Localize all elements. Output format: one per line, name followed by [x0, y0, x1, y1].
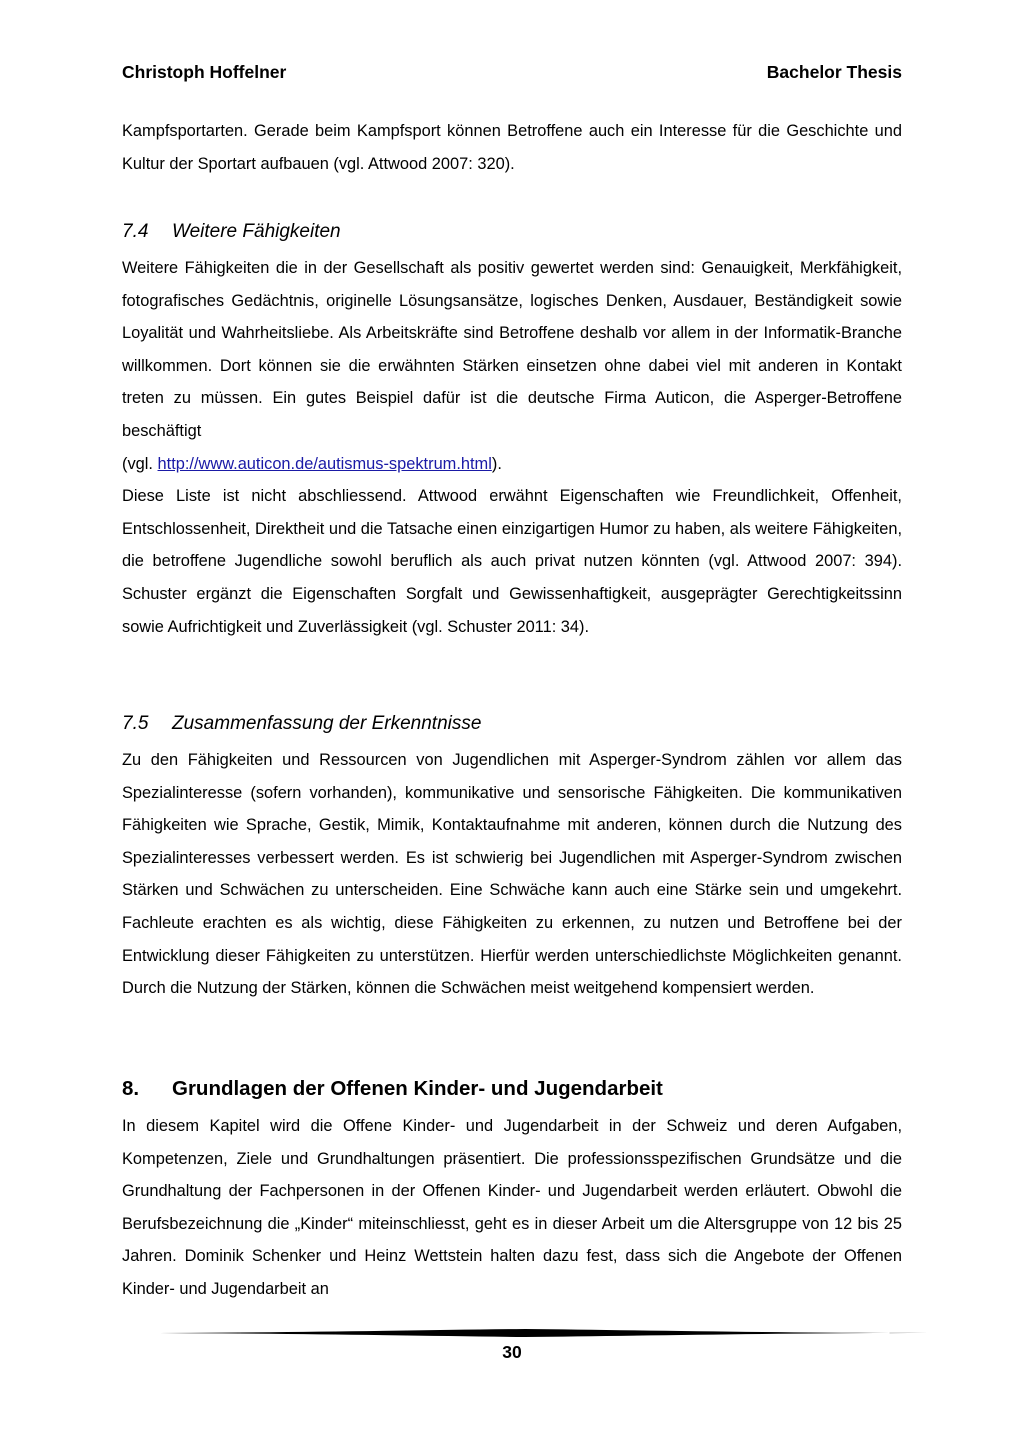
page-number: 30: [502, 1342, 522, 1362]
section-8-paragraph: In diesem Kapitel wird die Offene Kinder- und Jugendarbeit in der Schweiz und deren Aufgaben, Kompetenzen, Ziele und Grundhaltungen präsentiert. Die professionsspezifischen Grundsätze und die Grundhaltung der Fachpersonen in der Offenen Kinder- und Jugendarbeit werden erläutert. Obwohl die Berufsbezeichnung die „Kinder“ miteinschliesst, geht es in dieser Arbeit um die Altersgruppe von 12 bis 25 Jahren. Dominik Schenker und Heinz Wettstein halten dazu fest, dass sich die Angebote der Offenen Kinder- und Jugendarbeit an: [122, 1117, 902, 1298]
section-7-5-title: Zusammenfassung der Erkenntnisse: [172, 713, 482, 734]
intro-paragraph: Kampfsportarten. Gerade beim Kampfsport können Betroffene auch ein Interesse für die Geschichte und Kultur der Sportart aufbauen (vgl. Attwood 2007: 320).: [122, 122, 902, 173]
section-7-4-title: Weitere Fähigkeiten: [172, 221, 341, 242]
header-author: Christoph Hoffelner: [122, 62, 287, 82]
section-7-4-number: 7.4: [122, 221, 149, 242]
section-7-4-paragraph-1: [122, 252, 902, 643]
section-7-4-paragraph-2: Diese Liste ist nicht abschliessend. Attwood erwähnt Eigenschaften wie Freundlichkeit, Offenheit, Entschlossenheit, Direktheit und die Tatsache einen einzigartigen Humor zu haben, als weitere Fähigkeiten, die betroffene Jugendliche sowohl beruflich als auch privat nutzen könnten (vgl. Attwood 2007: 394). Schuster ergänzt die Eigenschaften Sorgfalt und Gewissenhaftigkeit, ausgeprägter Gerechtigkeitssinn sowie Aufrichtigkeit und Zuverlässigkeit (vgl. Schuster 2011: 34).: [122, 487, 902, 636]
footer-divider: [122, 1326, 928, 1340]
section-8-heading: [122, 1076, 663, 1102]
page-header: [122, 62, 902, 86]
section-7-4-citation: [122, 448, 902, 481]
section-7-5-number: 7.5: [122, 713, 149, 734]
citation-prefix: (vgl.: [122, 454, 158, 473]
section-7-4-paragraph-1-main: Weitere Fähigkeiten die in der Gesellschaft als positiv gewertet werden sind: Genauigkeit, Merkfähigkeit, fotografisches Gedächtnis, originelle Lösungsansätze, logisches Denken, Ausdauer, Beständigkeit sowie Loyalität und Wahrheitsliebe. Als Arbeitskräfte sind Betroffene deshalb vor allem in der Informatik-Branche willkommen. Dort können sie die erwähnten Stärken einsetzen ohne dabei viel mit anderen in Kontakt treten zu müssen. Ein gutes Beispiel dafür ist die deutsche Firma Auticon, die Asperger-Betroffene beschäftigt: [122, 259, 902, 440]
section-8-number: 8.: [122, 1077, 140, 1100]
citation-suffix: ).: [491, 454, 502, 473]
auticon-link[interactable]: http://www.auticon.de/autismus-spektrum.html: [157, 454, 492, 473]
section-8-title: Grundlagen der Offenen Kinder- und Jugendarbeit: [172, 1077, 663, 1100]
section-7-5-paragraph: Zu den Fähigkeiten und Ressourcen von Jugendlichen mit Asperger-Syndrom zählen vor allem das Spezialinteresse (sofern vorhanden), kommunikative und sensorische Fähigkeiten. Die kommunikativen Fähigkeiten wie Sprache, Gestik, Mimik, Kontaktaufnahme mit anderen, können durch die Nutzung des Spezialinteresses verbessert werden. Es ist schwierig bei Jugendlichen mit Asperger-Syndrom zwischen Stärken und Schwächen zu unterscheiden. Eine Schwäche kann auch eine Stärke sein und umgekehrt. Fachleute erachten es als wichtig, diese Fähigkeiten zu erkennen, zu nutzen und Betroffene bei der Entwicklung dieser Fähigkeiten zu unterstützen. Hierfür werden unterschiedlichste Möglichkeiten genannt. Durch die Nutzung der Stärken, können die Schwächen meist weitgehend kompensiert werden.: [122, 751, 902, 998]
header-doc-type: Bachelor Thesis: [766, 62, 902, 82]
section-7-4-heading: [122, 220, 341, 244]
section-7-5-heading: [122, 712, 481, 736]
